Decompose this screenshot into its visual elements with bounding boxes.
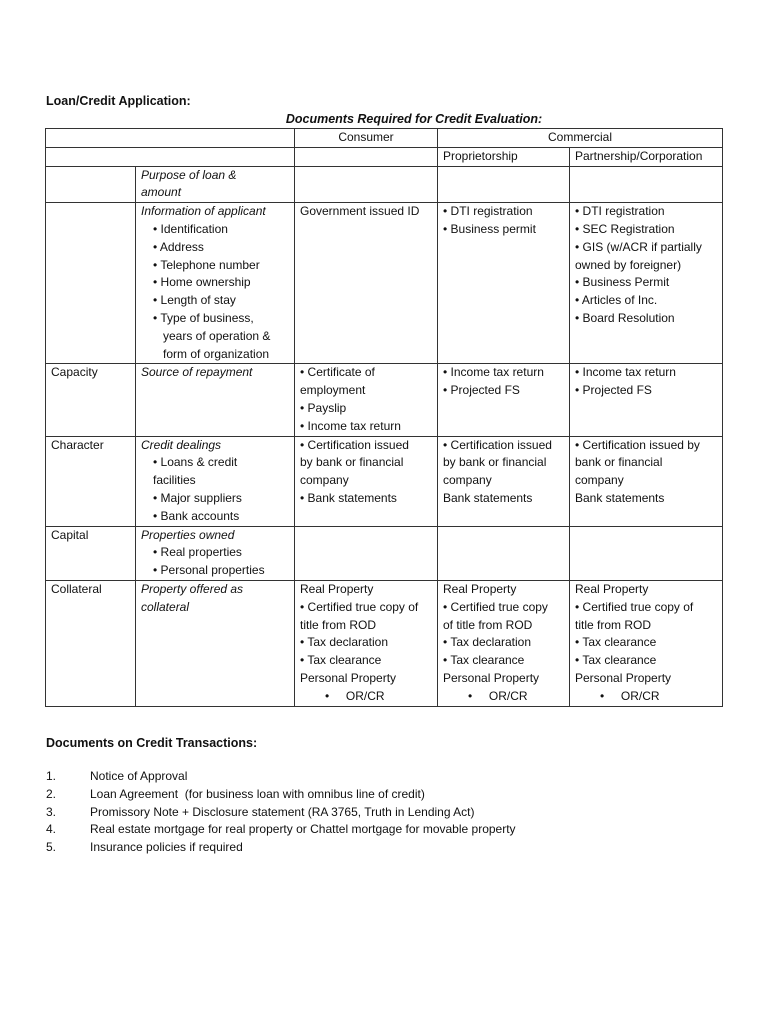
table-row — [46, 166, 723, 203]
cell-line: Personal Property — [443, 670, 540, 685]
cell-line: bank or financial — [575, 455, 663, 470]
description-title: Property offered as — [141, 581, 244, 596]
header-consumer: Consumer — [295, 129, 438, 148]
consumer-cell — [295, 526, 438, 580]
description-title: collateral — [141, 599, 190, 614]
list-item-text: Loan Agreement (for business loan with omnibus line of credit) — [90, 786, 425, 801]
description-item: • Real properties — [153, 545, 242, 560]
cell-line: • Tax declaration — [443, 635, 532, 650]
cell-line: • Income tax return — [575, 365, 676, 380]
cell-line: by bank or financial — [300, 455, 404, 470]
list-item-number: 1. — [46, 769, 57, 783]
page-title: Loan/Credit Application: — [46, 94, 191, 108]
cell-line: Personal Property — [575, 670, 672, 685]
cell-line: • DTI registration — [443, 204, 533, 219]
credit-evaluation-table — [45, 128, 723, 707]
partnership-cell — [570, 166, 723, 203]
cell-line: Real Property — [300, 581, 374, 596]
cell-line: • Certified true copy of — [575, 599, 694, 614]
list-item — [46, 821, 516, 839]
row-description — [136, 364, 295, 436]
cell-line: Government issued ID — [300, 204, 420, 219]
list-item-text: Notice of Approval — [90, 769, 188, 783]
row-label — [46, 203, 136, 364]
proprietorship-cell — [438, 580, 570, 706]
list-item — [46, 839, 516, 857]
cell-line: by bank or financial — [443, 455, 547, 470]
proprietorship-cell — [438, 364, 570, 436]
cell-line: Bank statements — [575, 490, 665, 505]
cell-line: • Certification issued — [443, 437, 552, 452]
list-item-number: 2. — [46, 786, 57, 801]
list-item-number: 5. — [46, 840, 57, 855]
cell-line: owned by foreigner) — [575, 257, 682, 272]
description-line: amount — [141, 185, 182, 200]
description-title: Credit dealings — [141, 437, 222, 452]
description-item: • Address — [153, 239, 204, 254]
row-label: Character — [46, 436, 136, 526]
cell-line: • Certificate of — [300, 365, 375, 380]
header-row-2 — [46, 147, 723, 166]
proprietorship-cell — [438, 203, 570, 364]
list-item-text: Promissory Note + Disclosure statement (RA 3765, Truth in Lending Act) — [90, 804, 475, 819]
row-description — [136, 580, 295, 706]
table-row — [46, 436, 723, 526]
cell-line: Real Property — [443, 581, 517, 596]
cell-line: title from ROD — [300, 617, 377, 632]
row-description — [136, 526, 295, 580]
description-item: • Home ownership — [153, 275, 251, 290]
row-description — [136, 203, 295, 364]
cell-line: Personal Property — [300, 670, 397, 685]
list-item — [46, 804, 516, 822]
consumer-cell — [295, 364, 438, 436]
cell-line: • Bank statements — [300, 490, 397, 505]
cell-line: • GIS (w/ACR if partially — [575, 239, 702, 254]
description-title: Source of repayment — [141, 365, 253, 380]
partnership-cell — [570, 436, 723, 526]
cell-line: employment — [300, 383, 366, 398]
cell-line: company — [575, 473, 624, 488]
description-item: • Major suppliers — [153, 490, 242, 505]
table-row — [46, 580, 723, 706]
cell-line: • SEC Registration — [575, 221, 675, 236]
cell-line: Real Property — [575, 581, 649, 596]
table-row — [46, 203, 723, 364]
list-item-text: Insurance policies if required — [90, 840, 243, 855]
documents-heading: Documents on Credit Transactions: — [46, 736, 258, 750]
description-item: • Loans & credit — [153, 455, 238, 470]
row-description — [136, 166, 295, 203]
table-caption — [0, 112, 768, 126]
cell-line: • Payslip — [300, 400, 347, 415]
proprietorship-cell — [438, 436, 570, 526]
table-caption-text: Documents Required for Credit Evaluation: — [285, 112, 543, 126]
description-item: • Personal properties — [153, 563, 265, 578]
cell-line: Bank statements — [443, 490, 533, 505]
consumer-cell — [295, 203, 438, 364]
cell-line: • OR/CR — [468, 688, 528, 703]
cell-line: • Income tax return — [443, 365, 544, 380]
table-row — [46, 526, 723, 580]
description-item: form of organization — [163, 346, 270, 361]
cell-line: of title from ROD — [443, 617, 533, 632]
description-item: • Telephone number — [153, 257, 260, 272]
header-cell-empty — [46, 147, 295, 166]
cell-line: • DTI registration — [575, 204, 665, 219]
partnership-cell — [570, 203, 723, 364]
cell-line: title from ROD — [575, 617, 652, 632]
cell-line: • Business permit — [443, 221, 536, 236]
row-label: Capital — [46, 526, 136, 580]
proprietorship-cell — [438, 526, 570, 580]
cell-line: • Certification issued by — [575, 437, 700, 452]
row-label: Capacity — [46, 364, 136, 436]
header-cell-empty — [46, 129, 295, 148]
documents-list — [46, 768, 516, 857]
cell-line: • Certification issued — [300, 437, 409, 452]
cell-line: • Certified true copy — [443, 599, 548, 614]
description-title: Information of applicant — [141, 204, 266, 219]
header-cell-empty — [295, 147, 438, 166]
description-item: • Identification — [153, 221, 228, 236]
cell-line: • OR/CR — [600, 688, 660, 703]
list-item-number: 3. — [46, 804, 57, 819]
cell-line: • Board Resolution — [575, 310, 675, 325]
cell-line: • Projected FS — [575, 383, 652, 398]
cell-line: • OR/CR — [325, 688, 385, 703]
row-description — [136, 436, 295, 526]
description-item: • Length of stay — [153, 293, 236, 308]
header-partnership: Partnership/Corporation — [570, 147, 723, 166]
description-item: facilities — [153, 473, 196, 488]
list-item — [46, 786, 516, 804]
cell-line: • Income tax return — [300, 418, 401, 433]
cell-line: • Articles of Inc. — [575, 293, 658, 308]
description-item: years of operation & — [163, 328, 271, 343]
cell-line: • Tax clearance — [443, 653, 525, 668]
partnership-cell — [570, 364, 723, 436]
list-item-text: Real estate mortgage for real property or Chattel mortgage for movable property — [90, 822, 516, 837]
proprietorship-cell — [438, 166, 570, 203]
consumer-cell — [295, 580, 438, 706]
cell-line: • Tax clearance — [300, 653, 382, 668]
header-row-1 — [46, 129, 723, 148]
list-item — [46, 768, 516, 786]
description-line: Purpose of loan & — [141, 167, 237, 182]
cell-line: company — [300, 473, 349, 488]
header-commercial: Commercial — [438, 129, 723, 148]
row-label — [46, 166, 136, 203]
consumer-cell — [295, 436, 438, 526]
cell-line: • Tax clearance — [575, 653, 657, 668]
header-proprietorship: Proprietorship — [438, 147, 570, 166]
cell-line: • Business Permit — [575, 275, 670, 290]
cell-line: • Tax clearance — [575, 635, 657, 650]
consumer-cell — [295, 166, 438, 203]
partnership-cell — [570, 526, 723, 580]
partnership-cell — [570, 580, 723, 706]
row-label: Collateral — [46, 580, 136, 706]
description-item: • Bank accounts — [153, 508, 240, 523]
description-item: • Type of business, — [153, 310, 254, 325]
cell-line: • Certified true copy of — [300, 599, 419, 614]
cell-line: • Tax declaration — [300, 635, 389, 650]
table-row — [46, 364, 723, 436]
cell-line: • Projected FS — [443, 383, 520, 398]
cell-line: company — [443, 473, 492, 488]
description-title: Properties owned — [141, 527, 235, 542]
list-item-number: 4. — [46, 822, 57, 837]
